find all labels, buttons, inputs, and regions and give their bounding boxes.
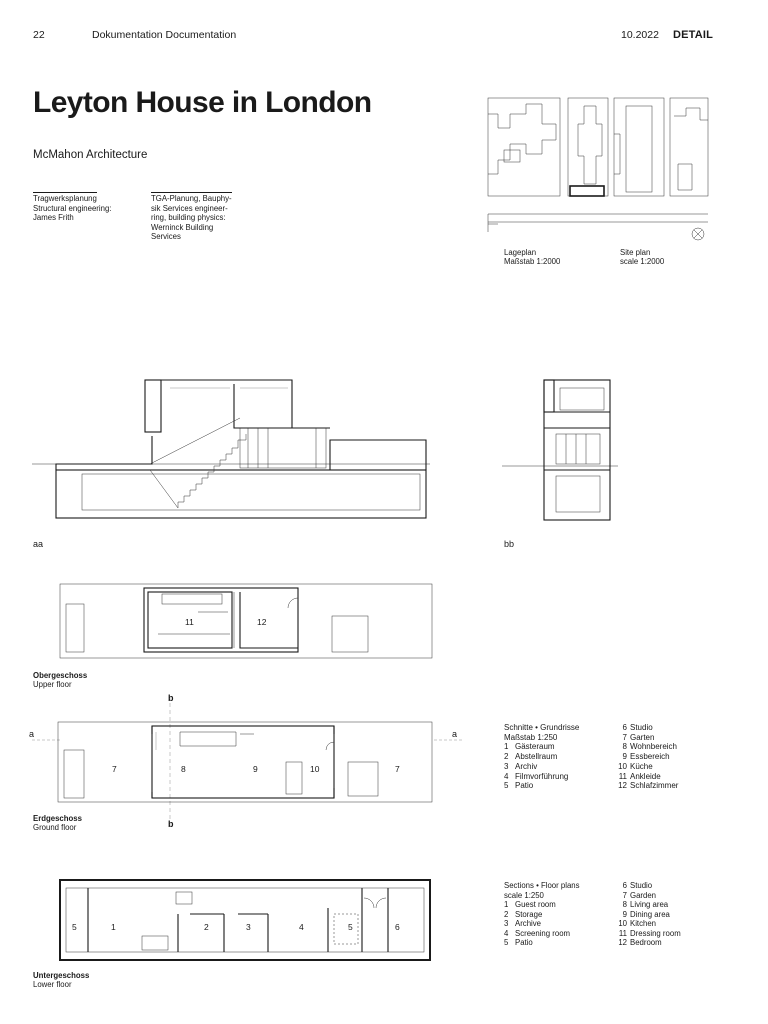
section-bb-drawing: [500, 378, 620, 523]
legend-text: Gästeraum: [515, 742, 555, 752]
room-number: 5: [348, 922, 353, 932]
legend-text: Schlafzimmer: [630, 781, 679, 791]
legend-item: [612, 891, 722, 901]
upper-floor-plan: [58, 582, 436, 662]
legend-item: [612, 723, 722, 733]
legend-item: [612, 881, 722, 891]
legend-number: 7: [622, 732, 627, 742]
legend-scale: Maßstab 1:250: [504, 732, 558, 742]
legend-number: 11: [618, 928, 627, 938]
room-number: 11: [185, 617, 194, 627]
legend-text: Bedroom: [630, 938, 662, 947]
caption-scale: scale 1:2000: [620, 257, 665, 267]
lower-floor-caption: [33, 971, 89, 990]
site-plan-drawing: [486, 94, 710, 246]
legend-en-right: [612, 881, 722, 948]
legend-item: [612, 762, 722, 772]
cut-line-b-bottom: b: [168, 819, 174, 829]
legend-number: 4: [504, 771, 509, 781]
site-plan-caption-de: [504, 248, 560, 267]
room-number: 4: [299, 922, 304, 932]
credit-line: Services: [151, 232, 181, 242]
lower-floor-plan: [58, 878, 434, 962]
legend-text: Studio: [630, 881, 653, 890]
issue-date: 10.2022: [621, 29, 659, 41]
caption-title: Lageplan: [504, 248, 537, 257]
legend-heading: Schnitte • Grundrisse: [504, 723, 580, 732]
credit-structural: [33, 192, 143, 223]
legend-number: 12: [618, 781, 627, 791]
legend-number: 6: [622, 723, 627, 732]
legend-item: [504, 900, 614, 910]
caption-scale: Maßstab 1:2000: [504, 257, 561, 267]
legend-item: [504, 752, 614, 762]
cut-line-b-top: b: [168, 693, 174, 703]
legend-item: [612, 900, 722, 910]
caption-en: Ground floor: [33, 823, 77, 833]
legend-number: 8: [622, 742, 627, 752]
legend-text: Studio: [630, 723, 653, 732]
caption-title: Site plan: [620, 248, 651, 257]
legend-number: 6: [622, 881, 627, 890]
legend-en-left: [504, 881, 614, 948]
legend-text: Garten: [630, 732, 655, 742]
legend-item: [612, 742, 722, 752]
legend-text: Storage: [515, 909, 543, 919]
cut-line-a-left: a: [29, 729, 35, 739]
legend-number: 4: [504, 928, 509, 938]
caption-de: Untergeschoss: [33, 971, 90, 980]
legend-number: 10: [618, 761, 627, 771]
room-number: 1: [111, 922, 116, 932]
legend-text: Ankleide: [630, 771, 661, 781]
legend-number: 8: [622, 900, 627, 909]
legend-text: Living area: [630, 900, 669, 909]
legend-number: 9: [622, 909, 627, 919]
credit-line: Structural engineering:: [33, 203, 112, 213]
legend-number: 11: [618, 771, 627, 781]
legend-text: Archive: [515, 919, 541, 928]
legend-number: 5: [504, 938, 509, 947]
room-number: 6: [395, 922, 400, 932]
site-plan-caption-en: [620, 248, 664, 267]
legend-item: [504, 772, 614, 782]
caption-de: Erdgeschoss: [33, 814, 82, 823]
credit-services: [151, 192, 261, 242]
credit-line: James Frith: [33, 213, 74, 223]
legend-item: [504, 938, 614, 948]
legend-text: Screening room: [515, 928, 571, 938]
legend-item: [612, 938, 722, 948]
legend-number: 1: [504, 900, 509, 909]
legend-text: Filmvorführung: [515, 771, 569, 781]
legend-text: Küche: [630, 761, 653, 771]
credit-label: TGA-Planung, Bauphy-: [151, 194, 232, 203]
cut-line-a-right: a: [452, 729, 458, 739]
room-number: 2: [204, 922, 209, 932]
legend-number: 7: [622, 890, 627, 900]
caption-de: Obergeschoss: [33, 671, 88, 680]
legend-item: [504, 929, 614, 939]
legend-text: Kitchen: [630, 919, 657, 928]
legend-heading: Sections • Floor plans: [504, 881, 580, 890]
legend-de-left: [504, 723, 614, 791]
legend-scale: scale 1:250: [504, 890, 544, 900]
legend-item: [612, 772, 722, 782]
legend-text: Essbereich: [630, 752, 670, 762]
room-number: 10: [310, 764, 320, 774]
legend-item: [504, 910, 614, 920]
credit-line: ring, building physics:: [151, 213, 226, 223]
legend-number: 10: [618, 919, 627, 928]
section-title: Dokumentation Documentation: [92, 29, 237, 41]
legend-item: [612, 910, 722, 920]
legend-text: Abstellraum: [515, 752, 558, 762]
brand-logo: DETAIL: [673, 29, 714, 41]
caption-en: Lower floor: [33, 980, 72, 990]
room-number: 3: [246, 922, 251, 932]
room-number: 8: [181, 764, 186, 774]
legend-item: [504, 762, 614, 772]
legend-de-right: [612, 723, 722, 791]
room-number: 7: [395, 764, 400, 774]
room-number: 7: [112, 764, 117, 774]
room-number: 5: [72, 922, 77, 932]
legend-item: [612, 919, 722, 929]
legend-text: Archiv: [515, 761, 538, 771]
credit-line: Werninck Building: [151, 222, 214, 232]
legend-text: Patio: [515, 938, 533, 947]
ground-floor-caption: [33, 814, 82, 833]
legend-item: [504, 919, 614, 929]
ground-floor-plan: [30, 692, 470, 832]
credit-label: Tragwerksplanung: [33, 194, 97, 203]
legend-number: 1: [504, 742, 509, 752]
legend-item: [612, 929, 722, 939]
legend-item: [612, 752, 722, 762]
legend-number: 12: [618, 938, 627, 947]
caption-en: Upper floor: [33, 680, 72, 690]
legend-item: [612, 781, 722, 791]
section-aa-drawing: [30, 378, 440, 523]
credit-line: sik Services engineer-: [151, 203, 228, 213]
legend-number: 2: [504, 752, 509, 762]
section-aa-label: aa: [33, 539, 44, 549]
legend-text: Wohnbereich: [630, 742, 677, 752]
room-number: 9: [253, 764, 258, 774]
legend-item: [612, 733, 722, 743]
legend-number: 5: [504, 781, 509, 791]
legend-text: Dining area: [630, 909, 670, 919]
legend-item: [504, 742, 614, 752]
upper-floor-caption: [33, 671, 87, 690]
legend-number: 3: [504, 919, 509, 928]
legend-text: Patio: [515, 781, 534, 791]
page-number: 22: [33, 29, 45, 41]
legend-number: 2: [504, 909, 509, 919]
legend-item: [504, 781, 614, 791]
room-number: 12: [257, 617, 267, 627]
section-bb-label: bb: [504, 539, 515, 549]
legend-number: 3: [504, 761, 509, 771]
page-title: Leyton House in London: [33, 86, 372, 119]
architect-name: McMahon Architecture: [33, 149, 148, 161]
legend-text: Dressing room: [630, 928, 681, 938]
legend-number: 9: [622, 752, 627, 762]
legend-text: Garden: [630, 890, 657, 900]
legend-text: Guest room: [515, 900, 556, 909]
